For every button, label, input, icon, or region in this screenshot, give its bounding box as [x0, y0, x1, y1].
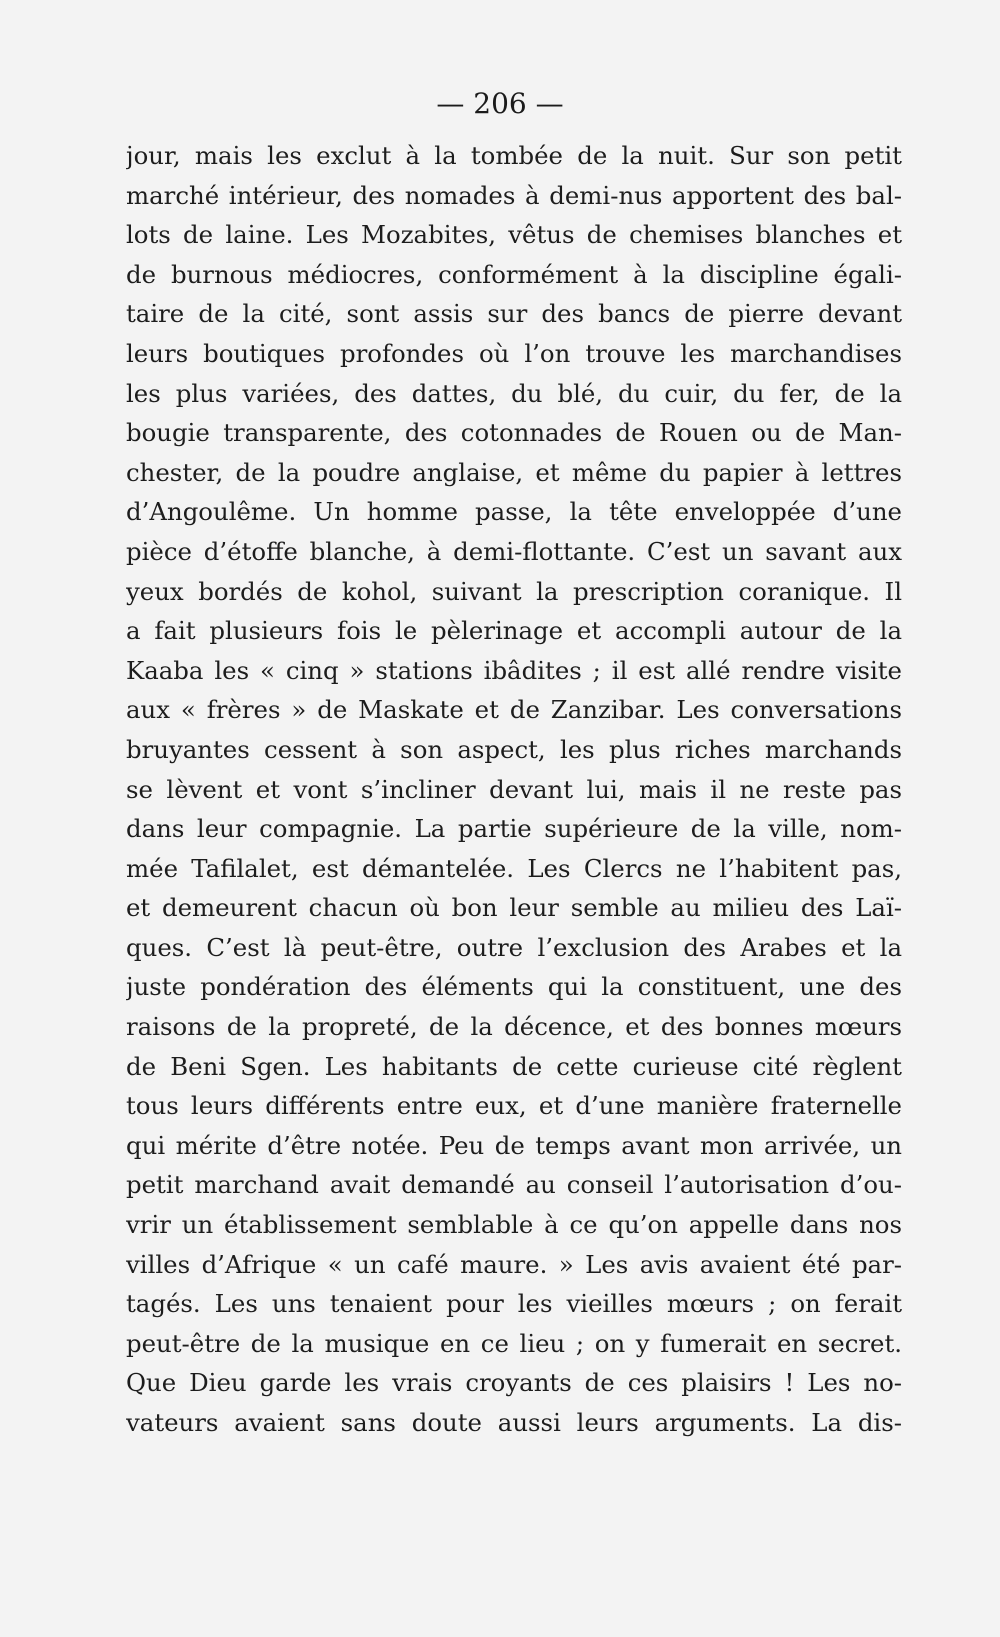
- text-line: marché intérieur, des nomades à demi-nus apportent des bal-: [126, 180, 902, 210]
- text-line: se lèvent et vont s’incliner devant lui, mais il ne reste pas: [126, 774, 902, 804]
- text-line: bougie transparente, des cotonnades de Rouen ou de Man-: [126, 418, 902, 448]
- text-line: et demeurent chacun où bon leur semble au milieu des Laï-: [126, 893, 902, 923]
- text-line: chester, de la poudre anglaise, et même du papier à lettres: [126, 457, 902, 487]
- text-line: juste pondération des éléments qui la constituent, une des: [126, 972, 902, 1002]
- text-line: a fait plusieurs fois le pèlerinage et accompli autour de la: [126, 616, 902, 646]
- text-line: taire de la cité, sont assis sur des bancs de pierre devant: [126, 299, 902, 329]
- text-line: pièce d’étoffe blanche, à demi-flottante. C’est un savant aux: [126, 536, 902, 566]
- body-text: [126, 136, 902, 1443]
- text-line: Que Dieu garde les vrais croyants de ces plaisirs ! Les no-: [126, 1368, 902, 1398]
- text-line: vrir un établissement semblable à ce qu’on appelle dans nos: [126, 1210, 902, 1240]
- text-line: leurs boutiques profondes où l’on trouve les marchandises: [126, 338, 902, 368]
- text-line: jour, mais les exclut à la tombée de la nuit. Sur son petit: [126, 141, 902, 170]
- text-line: de Beni Sgen. Les habitants de cette curieuse cité règlent: [126, 1051, 902, 1081]
- text-line: raisons de la propreté, de la décence, et des bonnes mœurs: [126, 1012, 902, 1042]
- text-line: tous leurs différents entre eux, et d’une manière fraternelle: [126, 1091, 902, 1121]
- text-line: ques. C’est là peut-être, outre l’exclusion des Arabes et la: [126, 932, 902, 962]
- text-line: yeux bordés de kohol, suivant la prescription coranique. Il: [126, 576, 902, 606]
- text-line: de burnous médiocres, conformément à la discipline égali-: [126, 259, 902, 289]
- text-line: aux « frères » de Maskate et de Zanzibar. Les conversations: [126, 695, 902, 725]
- text-line: qui mérite d’être notée. Peu de temps avant mon arrivée, un: [126, 1130, 902, 1160]
- text-line: vateurs avaient sans doute aussi leurs arguments. La dis-: [126, 1408, 902, 1437]
- text-line: bruyantes cessent à son aspect, les plus riches marchands: [126, 734, 902, 764]
- text-line: petit marchand avait demandé au conseil l’autorisation d’ou-: [126, 1170, 902, 1200]
- text-line: lots de laine. Les Mozabites, vêtus de chemises blanches et: [126, 220, 902, 250]
- text-line: dans leur compagnie. La partie supérieure de la ville, nom-: [126, 814, 902, 844]
- text-line: tagés. Les uns tenaient pour les vieilles mœurs ; on ferait: [126, 1289, 902, 1319]
- text-line: mée Tafilalet, est démantelée. Les Clercs ne l’habitent pas,: [126, 853, 902, 883]
- page-number: — 206 —: [436, 87, 564, 120]
- text-line: les plus variées, des dattes, du blé, du cuir, du fer, de la: [126, 378, 902, 408]
- text-line: d’Angoulême. Un homme passe, la tête enveloppée d’une: [126, 497, 902, 527]
- text-line: peut-être de la musique en ce lieu ; on y fumerait en secret.: [126, 1328, 902, 1358]
- text-line: villes d’Afrique « un café maure. » Les avis avaient été par-: [126, 1249, 902, 1279]
- text-line: Kaaba les « cinq » stations ibâdites ; il est allé rendre visite: [126, 655, 902, 685]
